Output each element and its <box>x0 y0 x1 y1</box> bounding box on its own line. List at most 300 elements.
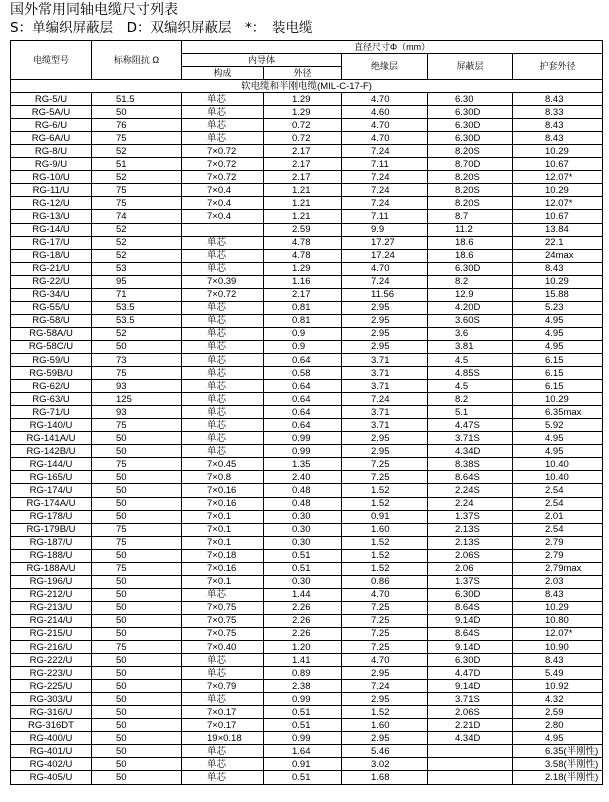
cable-size-table <box>10 40 603 785</box>
cell-structure: 7×0.4 <box>182 184 264 197</box>
cell-conductor-od: 1.44 <box>264 588 342 601</box>
cell-shield: 8.20S <box>428 184 513 197</box>
cell-conductor-od: 2.17 <box>264 288 342 301</box>
cell-insulation: 3.71 <box>342 419 428 432</box>
cell-insulation: 2.95 <box>342 314 428 327</box>
cell-impedance: 50 <box>92 497 182 510</box>
cell-structure: 7×0.72 <box>182 288 264 301</box>
cell-shield: 8.2 <box>428 393 513 406</box>
cell-model: RG-58C/U <box>11 340 92 353</box>
cell-shield: 6.30D <box>428 106 513 119</box>
cell-structure: 7×0.1 <box>182 523 264 536</box>
cell-structure: 单芯 <box>182 419 264 432</box>
header-jacket: 护套外径 <box>513 54 603 80</box>
cell-jacket: 2.79 <box>513 549 603 562</box>
cell-model: RG-12/U <box>11 197 92 210</box>
cell-shield: 8.64S <box>428 627 513 640</box>
cell-jacket: 12.07* <box>513 627 603 640</box>
cell-structure: 7×0.16 <box>182 484 264 497</box>
cell-impedance: 75 <box>92 562 182 575</box>
cell-impedance: 53.5 <box>92 314 182 327</box>
cell-insulation: 17.24 <box>342 249 428 262</box>
cell-impedance: 50 <box>92 106 182 119</box>
cell-model: RG-17/U <box>11 236 92 249</box>
cell-model: RG-174/U <box>11 484 92 497</box>
table-row <box>11 393 603 406</box>
cell-impedance: 52 <box>92 223 182 236</box>
cell-jacket: 12.07* <box>513 197 603 210</box>
cell-model: RG-179B/U <box>11 523 92 536</box>
cell-shield: 2.24S <box>428 484 513 497</box>
table-row <box>11 340 603 353</box>
cell-impedance: 50 <box>92 745 182 758</box>
cell-impedance: 50 <box>92 445 182 458</box>
table-row <box>11 575 603 588</box>
cell-model: RG-215/U <box>11 627 92 640</box>
cell-shield: 5.1 <box>428 406 513 419</box>
cell-shield: 18.6 <box>428 249 513 262</box>
cell-impedance: 75 <box>92 536 182 549</box>
table-row <box>11 693 603 706</box>
cell-model: RG-178/U <box>11 510 92 523</box>
header-structure: 构成 <box>182 67 264 80</box>
cell-impedance: 50 <box>92 719 182 732</box>
cell-shield: 3.71S <box>428 693 513 706</box>
table-row <box>11 301 603 314</box>
cell-model: RG-55/U <box>11 301 92 314</box>
cell-jacket: 24max <box>513 249 603 262</box>
table-row <box>11 536 603 549</box>
cell-insulation: 4.70 <box>342 588 428 601</box>
cell-insulation: 7.24 <box>342 171 428 184</box>
cell-jacket: 12.07* <box>513 171 603 184</box>
cell-jacket: 4.95 <box>513 314 603 327</box>
table-row <box>11 406 603 419</box>
cell-impedance: 52 <box>92 249 182 262</box>
cell-jacket: 10.29 <box>513 145 603 158</box>
cell-impedance: 52 <box>92 327 182 340</box>
cell-model: RG-188A/U <box>11 562 92 575</box>
cell-conductor-od: 0.81 <box>264 301 342 314</box>
table-row <box>11 484 603 497</box>
cell-jacket: 10.67 <box>513 210 603 223</box>
section-title: 软电缆和半刚电缆(MIL-C-17-F) <box>11 80 603 93</box>
cell-impedance: 50 <box>92 758 182 771</box>
cell-insulation: 3.71 <box>342 380 428 393</box>
cell-conductor-od: 1.29 <box>264 262 342 275</box>
cell-insulation: 1.52 <box>342 706 428 719</box>
cell-shield: 4.47D <box>428 667 513 680</box>
cell-impedance: 93 <box>92 380 182 393</box>
cell-shield: 8.2 <box>428 275 513 288</box>
cell-model: RG-174A/U <box>11 497 92 510</box>
cell-jacket: 6.15 <box>513 367 603 380</box>
cell-jacket: 22.1 <box>513 236 603 249</box>
table-row <box>11 614 603 627</box>
table-row <box>11 549 603 562</box>
cell-conductor-od: 0.99 <box>264 732 342 745</box>
cell-jacket: 4.95 <box>513 340 603 353</box>
cell-insulation: 3.71 <box>342 367 428 380</box>
cell-impedance: 50 <box>92 340 182 353</box>
cell-model: RG-401/U <box>11 745 92 758</box>
cell-model: RG-214/U <box>11 614 92 627</box>
cell-structure: 单芯 <box>182 353 264 366</box>
cell-shield: 8.64S <box>428 601 513 614</box>
cell-conductor-od: 0.99 <box>264 693 342 706</box>
cell-conductor-od: 1.35 <box>264 458 342 471</box>
cell-model: RG-58A/U <box>11 327 92 340</box>
cell-jacket: 2.18(半刚性) <box>513 771 603 784</box>
cell-impedance: 75 <box>92 367 182 380</box>
cell-conductor-od: 0.30 <box>264 575 342 588</box>
cell-conductor-od: 0.99 <box>264 432 342 445</box>
cell-shield: 2.21D <box>428 719 513 732</box>
cell-jacket: 5.23 <box>513 301 603 314</box>
cell-jacket: 4.95 <box>513 432 603 445</box>
cell-shield: 6.30D <box>428 262 513 275</box>
table-row <box>11 106 603 119</box>
cell-jacket: 10.40 <box>513 471 603 484</box>
cell-impedance: 75 <box>92 641 182 654</box>
cell-conductor-od: 2.26 <box>264 601 342 614</box>
cell-conductor-od: 2.17 <box>264 158 342 171</box>
cell-jacket: 15.88 <box>513 288 603 301</box>
cell-jacket: 2.03 <box>513 575 603 588</box>
cell-structure: 单芯 <box>182 393 264 406</box>
cell-jacket: 6.35(半刚性) <box>513 745 603 758</box>
cell-insulation: 3.02 <box>342 758 428 771</box>
cell-shield: 4.5 <box>428 380 513 393</box>
table-row <box>11 719 603 732</box>
cell-model: RG-188/U <box>11 549 92 562</box>
cell-shield: 3.81 <box>428 340 513 353</box>
cell-shield: 6.30D <box>428 588 513 601</box>
table-row <box>11 158 603 171</box>
cell-impedance: 50 <box>92 680 182 693</box>
cell-conductor-od: 0.89 <box>264 667 342 680</box>
cell-structure: 7×0.39 <box>182 275 264 288</box>
table-row <box>11 419 603 432</box>
cell-impedance: 50 <box>92 667 182 680</box>
cell-structure: 单芯 <box>182 106 264 119</box>
cell-conductor-od: 0.64 <box>264 393 342 406</box>
cell-model: RG-6/U <box>11 119 92 132</box>
cell-impedance: 75 <box>92 523 182 536</box>
cell-structure: 7×0.1 <box>182 510 264 523</box>
cell-insulation: 2.95 <box>342 340 428 353</box>
cell-insulation: 2.95 <box>342 667 428 680</box>
cell-shield: 18.6 <box>428 236 513 249</box>
cell-shield: 8.20S <box>428 145 513 158</box>
cell-impedance: 52 <box>92 171 182 184</box>
cell-shield: 6.30D <box>428 132 513 145</box>
cell-insulation: 0.91 <box>342 510 428 523</box>
cell-model: RG-187/U <box>11 536 92 549</box>
cell-impedance: 50 <box>92 732 182 745</box>
cell-shield: 9.14D <box>428 614 513 627</box>
cell-shield: 8.7 <box>428 210 513 223</box>
cell-insulation: 2.95 <box>342 327 428 340</box>
cell-impedance: 50 <box>92 771 182 784</box>
cell-insulation: 4.70 <box>342 93 428 106</box>
cell-jacket: 6.15 <box>513 380 603 393</box>
cell-conductor-od: 0.51 <box>264 549 342 562</box>
table-row <box>11 601 603 614</box>
cell-model: RG-58/U <box>11 314 92 327</box>
cell-insulation: 4.70 <box>342 119 428 132</box>
table-row <box>11 262 603 275</box>
cell-model: RG-212/U <box>11 588 92 601</box>
cell-insulation: 2.95 <box>342 301 428 314</box>
cell-impedance: 125 <box>92 393 182 406</box>
cell-insulation: 1.52 <box>342 562 428 575</box>
cell-jacket: 5.49 <box>513 667 603 680</box>
cell-structure: 7×0.18 <box>182 549 264 562</box>
cell-structure: 单芯 <box>182 771 264 784</box>
cell-shield: 8.20S <box>428 171 513 184</box>
cell-impedance: 51.5 <box>92 93 182 106</box>
cell-insulation: 4.70 <box>342 262 428 275</box>
cell-conductor-od: 0.30 <box>264 510 342 523</box>
cell-model: RG-141A/U <box>11 432 92 445</box>
cell-jacket: 8.43 <box>513 654 603 667</box>
cell-conductor-od: 2.17 <box>264 171 342 184</box>
cell-shield: 3.71S <box>428 432 513 445</box>
cell-conductor-od: 0.99 <box>264 445 342 458</box>
cell-structure: 单芯 <box>182 367 264 380</box>
cell-structure: 单芯 <box>182 380 264 393</box>
cell-shield: 11.2 <box>428 223 513 236</box>
cell-impedance: 50 <box>92 601 182 614</box>
cell-jacket: 10.29 <box>513 184 603 197</box>
cell-conductor-od: 0.81 <box>264 314 342 327</box>
cell-structure: 单芯 <box>182 588 264 601</box>
cell-insulation: 2.95 <box>342 445 428 458</box>
cell-impedance: 93 <box>92 406 182 419</box>
cell-model: RG-223/U <box>11 667 92 680</box>
cell-jacket: 10.29 <box>513 275 603 288</box>
cell-model: RG-400/U <box>11 732 92 745</box>
cell-conductor-od: 2.17 <box>264 145 342 158</box>
cell-conductor-od: 0.64 <box>264 353 342 366</box>
cell-impedance: 50 <box>92 432 182 445</box>
cell-conductor-od: 0.91 <box>264 758 342 771</box>
cell-model: RG-21/U <box>11 262 92 275</box>
cell-structure <box>182 223 264 236</box>
cell-model: RG-405/U <box>11 771 92 784</box>
cell-insulation: 7.24 <box>342 680 428 693</box>
cell-conductor-od: 0.48 <box>264 484 342 497</box>
cell-insulation: 7.24 <box>342 197 428 210</box>
cell-impedance: 50 <box>92 706 182 719</box>
header-model: 电缆型号 <box>11 41 92 80</box>
cell-insulation: 3.71 <box>342 353 428 366</box>
table-row <box>11 223 603 236</box>
cell-model: RG-71/U <box>11 406 92 419</box>
cell-model: RG-316DT <box>11 719 92 732</box>
cell-conductor-od: 0.51 <box>264 562 342 575</box>
cell-impedance: 75 <box>92 458 182 471</box>
cell-insulation: 4.60 <box>342 106 428 119</box>
cell-jacket: 2.79 <box>513 536 603 549</box>
cell-model: RG-11/U <box>11 184 92 197</box>
cell-jacket: 13.84 <box>513 223 603 236</box>
cell-impedance: 50 <box>92 575 182 588</box>
header-shield: 屏蔽层 <box>428 54 513 80</box>
table-row <box>11 771 603 784</box>
cell-model: RG-59B/U <box>11 367 92 380</box>
table-row <box>11 706 603 719</box>
cell-insulation: 7.25 <box>342 641 428 654</box>
table-row <box>11 288 603 301</box>
table-row <box>11 471 603 484</box>
table-row <box>11 588 603 601</box>
cell-model: RG-140/U <box>11 419 92 432</box>
table-row <box>11 627 603 640</box>
cell-impedance: 50 <box>92 654 182 667</box>
cell-jacket: 2.54 <box>513 523 603 536</box>
cell-structure: 单芯 <box>182 693 264 706</box>
cell-jacket: 10.40 <box>513 458 603 471</box>
cell-impedance: 75 <box>92 132 182 145</box>
cell-insulation: 7.24 <box>342 145 428 158</box>
cell-conductor-od: 0.9 <box>264 327 342 340</box>
cell-model: RG-34/U <box>11 288 92 301</box>
cell-shield <box>428 771 513 784</box>
cell-insulation: 1.52 <box>342 484 428 497</box>
cell-jacket: 10.92 <box>513 680 603 693</box>
cell-conductor-od: 0.64 <box>264 406 342 419</box>
cell-model: RG-22/U <box>11 275 92 288</box>
table-row <box>11 171 603 184</box>
cell-structure: 7×0.4 <box>182 210 264 223</box>
cell-structure: 7×0.72 <box>182 158 264 171</box>
cell-jacket: 8.43 <box>513 588 603 601</box>
table-row <box>11 497 603 510</box>
cell-structure: 7×0.75 <box>182 614 264 627</box>
cell-shield: 8.64S <box>428 471 513 484</box>
cell-jacket: 4.32 <box>513 693 603 706</box>
cell-structure: 单芯 <box>182 236 264 249</box>
cell-impedance: 50 <box>92 627 182 640</box>
table-row <box>11 93 603 106</box>
cell-conductor-od: 1.29 <box>264 106 342 119</box>
cell-impedance: 50 <box>92 693 182 706</box>
table-row <box>11 432 603 445</box>
cell-structure: 单芯 <box>182 654 264 667</box>
table-row <box>11 562 603 575</box>
header-outer-diameter: 外径 <box>264 67 342 80</box>
cell-conductor-od: 1.16 <box>264 275 342 288</box>
table-row <box>11 367 603 380</box>
cell-structure: 7×0.4 <box>182 197 264 210</box>
cell-conductor-od: 4.78 <box>264 236 342 249</box>
cell-model: RG-225/U <box>11 680 92 693</box>
cell-structure: 7×0.17 <box>182 706 264 719</box>
cell-model: RG-402/U <box>11 758 92 771</box>
cell-insulation: 11.56 <box>342 288 428 301</box>
cell-impedance: 71 <box>92 288 182 301</box>
cell-insulation: 7.24 <box>342 184 428 197</box>
cell-conductor-od: 4.78 <box>264 249 342 262</box>
table-row <box>11 523 603 536</box>
table-row <box>11 236 603 249</box>
table-row <box>11 758 603 771</box>
cell-model: RG-9/U <box>11 158 92 171</box>
cell-impedance: 73 <box>92 353 182 366</box>
table-row <box>11 210 603 223</box>
table-row <box>11 745 603 758</box>
cell-insulation: 17.27 <box>342 236 428 249</box>
table-row <box>11 510 603 523</box>
table-row <box>11 732 603 745</box>
cell-conductor-od: 1.64 <box>264 745 342 758</box>
cell-model: RG-165/U <box>11 471 92 484</box>
cell-conductor-od: 1.21 <box>264 184 342 197</box>
header-conductor-group: 内导体 <box>182 54 342 67</box>
cell-conductor-od: 2.26 <box>264 627 342 640</box>
cell-shield: 8.70D <box>428 158 513 171</box>
cell-shield: 8.38S <box>428 458 513 471</box>
cell-shield: 4.85S <box>428 367 513 380</box>
cell-jacket: 5.92 <box>513 419 603 432</box>
cell-structure: 单芯 <box>182 327 264 340</box>
table-row <box>11 458 603 471</box>
table-row <box>11 132 603 145</box>
cell-jacket: 4.95 <box>513 732 603 745</box>
cell-structure: 单芯 <box>182 406 264 419</box>
cell-impedance: 75 <box>92 184 182 197</box>
cell-impedance: 53 <box>92 262 182 275</box>
cell-model: RG-213/U <box>11 601 92 614</box>
cell-shield: 4.34D <box>428 445 513 458</box>
cell-model: RG-144/U <box>11 458 92 471</box>
cell-model: RG-63/U <box>11 393 92 406</box>
cell-jacket: 8.43 <box>513 132 603 145</box>
cell-shield: 12.9 <box>428 288 513 301</box>
cell-shield: 6.30 <box>428 93 513 106</box>
table-row <box>11 641 603 654</box>
cell-insulation: 7.25 <box>342 471 428 484</box>
cell-structure: 单芯 <box>182 301 264 314</box>
cell-structure: 7×0.1 <box>182 536 264 549</box>
cell-insulation: 1.52 <box>342 536 428 549</box>
table-row <box>11 249 603 262</box>
cell-structure: 单芯 <box>182 745 264 758</box>
cell-jacket: 2.80 <box>513 719 603 732</box>
cell-impedance: 95 <box>92 275 182 288</box>
cell-shield: 9.14D <box>428 680 513 693</box>
cell-conductor-od: 0.64 <box>264 419 342 432</box>
cell-structure: 7×0.8 <box>182 471 264 484</box>
cell-conductor-od: 0.64 <box>264 380 342 393</box>
cell-structure: 7×0.79 <box>182 680 264 693</box>
cell-shield: 2.13S <box>428 523 513 536</box>
cell-insulation: 7.24 <box>342 393 428 406</box>
cell-insulation: 7.24 <box>342 275 428 288</box>
cell-structure: 7×0.75 <box>182 601 264 614</box>
cell-model: RG-8/U <box>11 145 92 158</box>
cell-insulation: 2.95 <box>342 693 428 706</box>
cell-jacket: 8.43 <box>513 119 603 132</box>
cell-insulation: 1.60 <box>342 523 428 536</box>
cell-structure: 7×0.17 <box>182 719 264 732</box>
cell-shield: 2.06 <box>428 562 513 575</box>
cell-insulation: 1.52 <box>342 497 428 510</box>
cell-conductor-od: 0.30 <box>264 523 342 536</box>
header-insulation: 绝缘层 <box>342 54 428 80</box>
